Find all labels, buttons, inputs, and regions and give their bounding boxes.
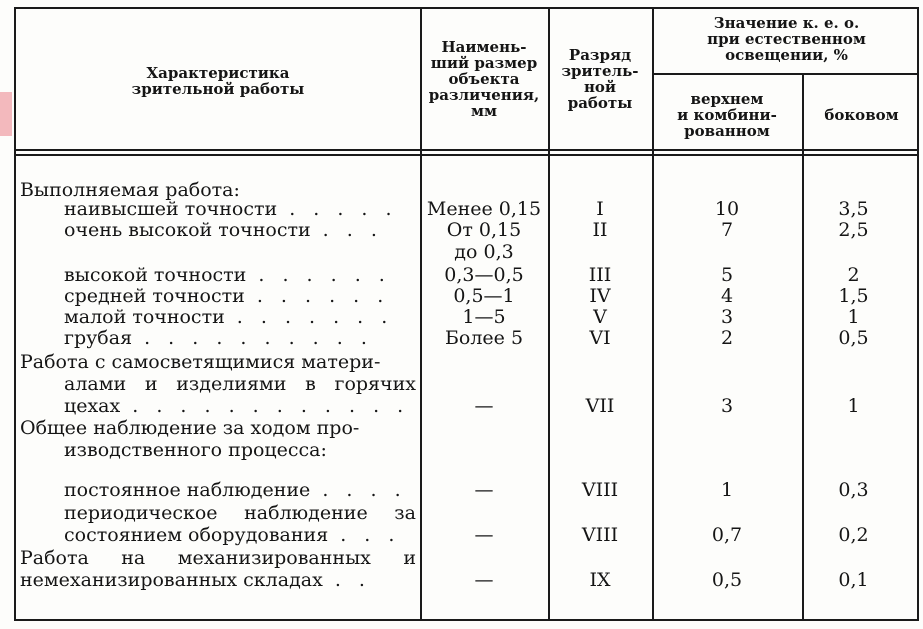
row-10-line2: немеханизированных складах . . [20, 569, 371, 591]
header-top-combined [652, 91, 802, 139]
row-9-line1: периодическое наблюдение за [64, 502, 416, 524]
row-7-line2: алами и изделиями в горячих [64, 373, 416, 395]
header-keo-line3: освещении, % [725, 46, 848, 64]
row-6-label: грубая . . . . . . . . . . [64, 327, 373, 349]
row-6-size: Более 5 [444, 327, 524, 349]
group-performed-work: Выполняемая работа: [20, 179, 240, 201]
row-2-label: очень высокой точности . . . [64, 219, 383, 241]
row-10-size: — [474, 569, 494, 591]
row-1-top: 10 [714, 198, 740, 220]
row-10-top: 0,5 [711, 569, 743, 591]
header-top-combined-line2: и комбини- [677, 106, 777, 124]
row-2-top: 7 [720, 219, 734, 241]
row-7-top: 3 [720, 395, 734, 417]
row-9-top: 0,7 [711, 524, 743, 546]
row-5-top: 3 [720, 306, 734, 328]
row-7-grade: VII [585, 395, 615, 417]
row-7-side: 1 [847, 395, 860, 417]
row-4-size: 0,5—1 [453, 285, 515, 307]
row-9-size: — [474, 524, 494, 546]
row-5-side: 1 [847, 306, 860, 328]
row-3-size: 0,3—0,5 [444, 264, 524, 286]
header-keo-line2: при естественном [707, 30, 866, 48]
row-7-line1: Работа с самосветящимися матери- [20, 351, 381, 373]
row-9-grade: VIII [581, 524, 619, 546]
row-4-side: 1,5 [838, 285, 869, 307]
header-characteristic [16, 65, 420, 97]
row-5-grade: V [593, 306, 607, 328]
row-10-side: 0,1 [838, 569, 869, 591]
row-2-grade: II [592, 219, 608, 241]
header-min-size-line1: Наимень- [441, 38, 527, 56]
row-8-label: постоянное наблюдение . . . . [64, 479, 407, 501]
row-8-size: — [474, 479, 494, 501]
header-top-combined-line1: верхнем [690, 90, 764, 108]
row-4-top: 4 [720, 285, 734, 307]
header-min-size-line2: ший размер [430, 54, 538, 72]
row-7-size: — [474, 395, 494, 417]
row-3-top: 5 [720, 264, 734, 286]
row-1-label: наивысшей точности . . . . . [64, 198, 398, 220]
row-8-grade: VIII [581, 479, 619, 501]
header-top-combined-line3: рованном [684, 122, 770, 140]
header-grade-line3: ной [583, 78, 617, 96]
row-1-grade: I [596, 198, 604, 220]
row-5-label: малой точности . . . . . . . [64, 306, 394, 328]
row-5-size: 1—5 [462, 306, 506, 328]
header-grade [548, 47, 652, 111]
group-2-line1: Общее наблюдение за ходом про- [20, 417, 360, 439]
row-8-top: 1 [720, 479, 734, 501]
header-min-size [420, 39, 548, 119]
scan-edge-mark [0, 92, 12, 136]
row-10-grade: IX [589, 569, 611, 591]
row-4-grade: IV [589, 285, 611, 307]
row-3-label: высокой точности . . . . . . [64, 264, 391, 286]
row-6-side: 0,5 [838, 327, 869, 349]
header-rule-2 [16, 154, 917, 156]
row-9-line2: состоянием оборудования . . . [64, 524, 401, 546]
header-min-size-line4: различения, [428, 86, 540, 104]
row-2-size: От 0,15 [446, 219, 522, 241]
group-2-line2: изводственного процесса: [64, 439, 327, 461]
row-4-label: средней точности . . . . . . [64, 285, 390, 307]
header-subdivider [652, 73, 917, 75]
row-3-grade: III [588, 264, 612, 286]
row-2-size-cont: до 0,3 [454, 241, 514, 263]
row-2-side: 2,5 [838, 219, 869, 241]
header-min-size-line3: объекта [448, 70, 520, 88]
header-rule-1 [16, 149, 917, 151]
row-3-side: 2 [847, 264, 860, 286]
header-grade-line4: работы [567, 94, 633, 112]
header-min-size-line5: мм [470, 102, 498, 120]
header-side [802, 107, 921, 123]
row-6-top: 2 [720, 327, 734, 349]
header-keo-line1: Значение к. е. о. [713, 14, 860, 32]
header-grade-line1: Разряд [568, 46, 632, 64]
header-characteristic-line1: Характеристика [146, 64, 290, 82]
row-7-line3: цехах . . . . . . . . . . . . [64, 395, 410, 417]
header-characteristic-line2: зрительной работы [131, 80, 305, 98]
row-8-side: 0,3 [838, 479, 869, 501]
header-grade-line2: зритель- [561, 62, 639, 80]
row-6-grade: VI [589, 327, 611, 349]
row-9-side: 0,2 [838, 524, 869, 546]
header-keo [652, 15, 921, 63]
row-1-size: Менее 0,15 [426, 198, 542, 220]
row-1-side: 3,5 [838, 198, 869, 220]
header-side-text: боковом [824, 106, 899, 124]
row-10-line1: Работа на механизированных и [20, 547, 416, 569]
